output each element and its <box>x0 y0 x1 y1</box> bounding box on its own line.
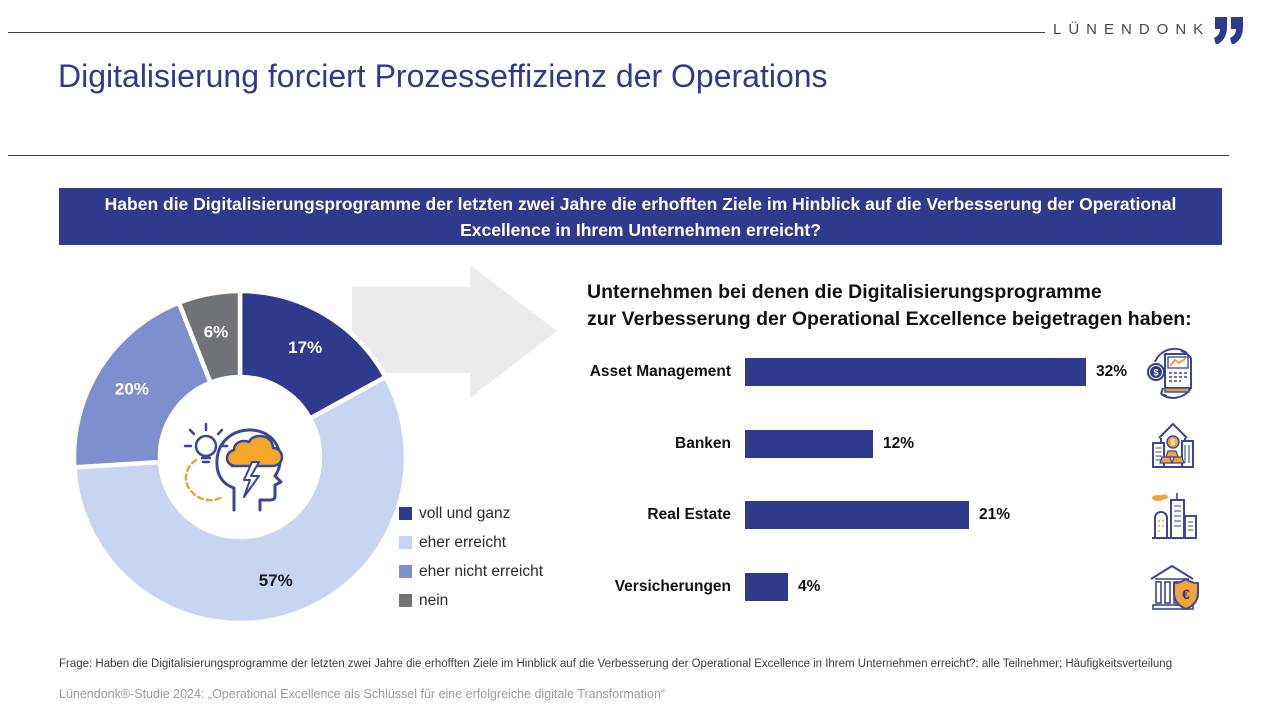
svg-text:$: $ <box>1170 438 1176 447</box>
bar-value-label: 12% <box>883 435 915 452</box>
donut-slice-label: 17% <box>288 337 323 357</box>
banken-icon <box>1145 417 1201 473</box>
bar-category-label: Real Estate <box>647 506 731 523</box>
bar-banken <box>745 430 873 458</box>
logo-text: LÜNENDONK <box>1053 21 1211 38</box>
footer-study-note: Lünendonk®-Studie 2024: „Operational Excellence als Schlüssel für eine erfolgreiche digitale Transformation“ <box>59 687 666 701</box>
donut-slice-label: 6% <box>203 322 229 342</box>
legend-swatch <box>399 536 412 549</box>
versicherungen-icon <box>1145 559 1201 615</box>
bar-row-banken <box>585 430 914 458</box>
bar-row-real-estate <box>585 501 1010 529</box>
legend-item-nein <box>399 586 543 615</box>
legend-label: eher erreicht <box>419 533 507 551</box>
donut-slice-label: 20% <box>114 379 149 399</box>
svg-text:$: $ <box>1153 367 1159 378</box>
bar-category-label: Asset Management <box>589 363 731 380</box>
bar-chart-title <box>587 279 1192 333</box>
footer-source-note: Frage: Haben die Digitalisierungsprogramme der letzten zwei Jahre die erhofften Ziele im Hinblick auf die Verbesserung der Operational Excellence in Ihrem Unternehmen erreicht?; alle Teilnehmer; Häufigkeitsverteilung <box>59 658 1173 670</box>
bar-asset-management <box>745 358 1086 386</box>
bar-row-versicherungen <box>585 573 820 601</box>
bar-value-label: 21% <box>979 506 1011 523</box>
real-estate-icon <box>1145 488 1201 544</box>
asset-management-icon <box>1145 346 1201 402</box>
bar-value-label: 4% <box>798 578 821 595</box>
legend-swatch <box>399 507 412 520</box>
legend-label: nein <box>419 591 449 609</box>
legend-item-eher-erreicht <box>399 528 543 557</box>
legend-swatch <box>399 594 412 607</box>
bar-category-label: Versicherungen <box>614 578 731 595</box>
svg-text:€: € <box>1182 586 1190 602</box>
bar-row-asset-management <box>585 358 1127 386</box>
legend-item-eher-nicht-erreicht <box>399 557 543 586</box>
legend-label: voll und ganz <box>419 504 511 522</box>
bar-value-label: 32% <box>1096 363 1128 380</box>
bar-chart-title-line2: zur Verbesserung der Operational Excellence beigetragen haben: <box>587 308 1192 330</box>
page-title: Digitalisierung forciert Prozesseffizienz der Operations <box>58 58 828 94</box>
bar-category-label: Banken <box>675 435 731 452</box>
legend-label: eher nicht erreicht <box>419 562 544 580</box>
legend-item-voll-und-ganz <box>399 499 543 528</box>
donut-legend <box>399 499 543 615</box>
legend-swatch <box>399 565 412 578</box>
donut-slice-label: 57% <box>258 570 293 590</box>
head-lightbulb-icon <box>176 400 304 512</box>
bar-versicherungen <box>745 573 788 601</box>
question-banner-text: Haben die Digitalisierungsprogramme der letzten zwei Jahre die erhofften Ziele im Hinblick auf die Verbesserung der Operational Excellence in Ihrem Unternehmen erreicht? <box>104 193 1177 240</box>
bar-chart-title-line1: Unternehmen bei denen die Digitalisierungsprogramme <box>587 281 1102 303</box>
bar-real-estate <box>745 501 969 529</box>
